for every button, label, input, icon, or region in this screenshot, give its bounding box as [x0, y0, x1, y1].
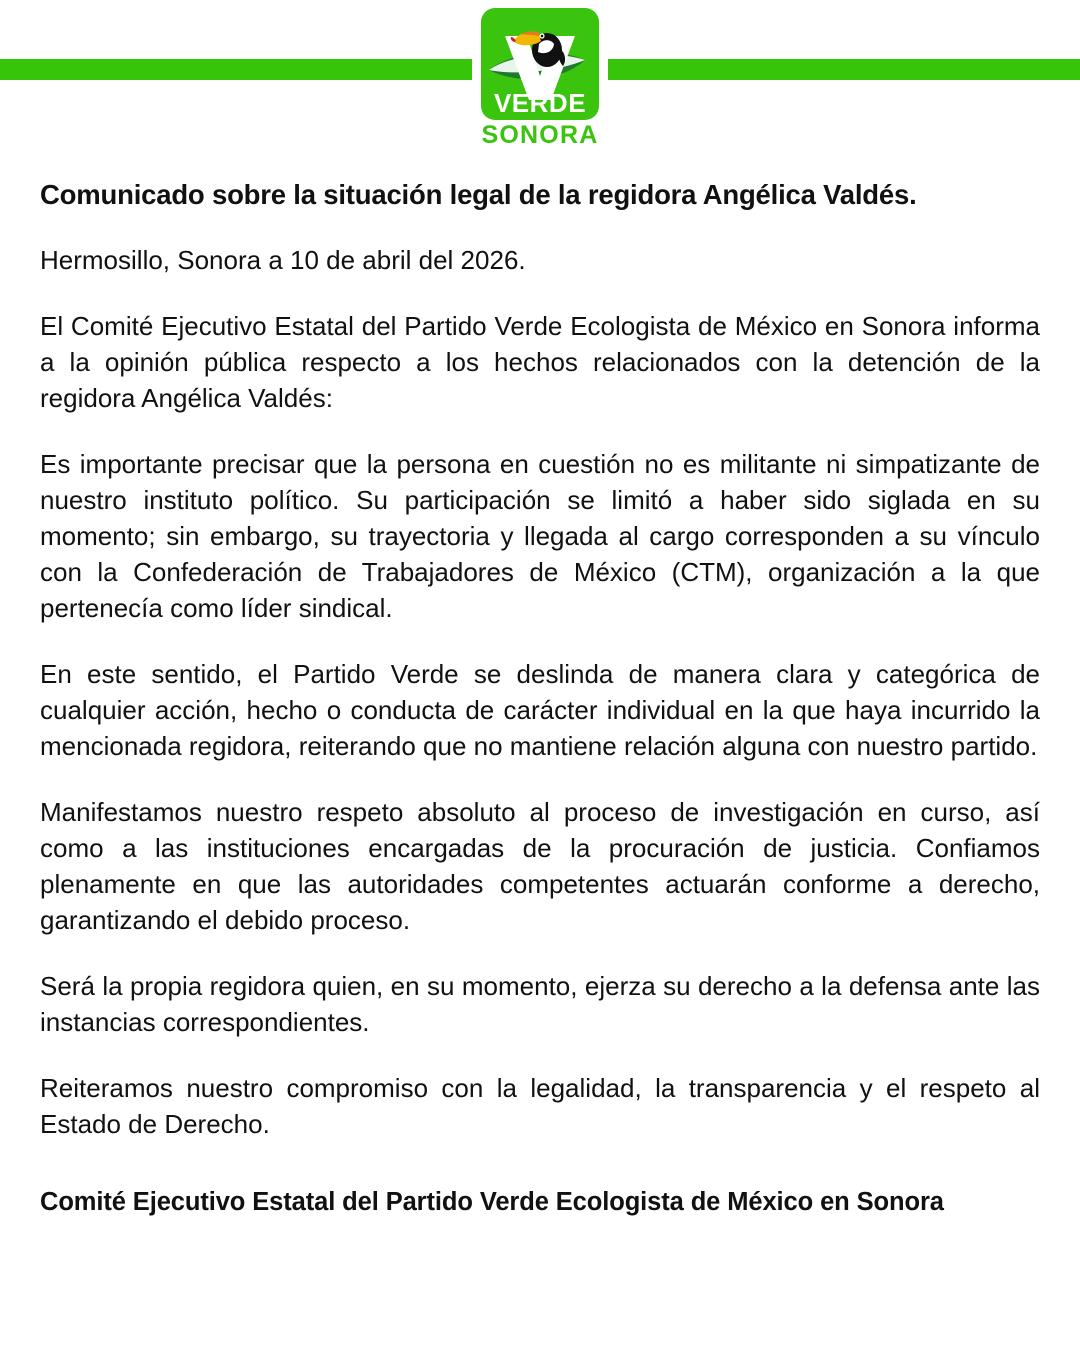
paragraph-1: El Comité Ejecutivo Estatal del Partido Verde Ecologista de México en Sonora informa a la opinión pública respecto a los hechos relacionados con la detención de la regidora Angélica Valdés: — [40, 311, 1040, 414]
logo-wordmark-verde: VERDE — [493, 88, 587, 118]
verde-sonora-logo — [480, 8, 600, 148]
paragraph-6: Reiteramos nuestro compromiso con la legalidad, la transparencia y el respeto al Estado de Derecho. — [40, 1073, 1040, 1140]
dateline: Hermosillo, Sonora a 10 de abril del 2026. — [40, 245, 526, 276]
signature-line: Comité Ejecutivo Estatal del Partido Verde Ecologista de México en Sonora — [40, 1188, 944, 1217]
document-header — [0, 0, 1080, 152]
logo-wordmark-sonora: SONORA — [481, 121, 599, 149]
header-rule-right — [608, 59, 1080, 80]
paragraph-2: Es importante precisar que la persona en cuestión no es militante ni simpatizante de nuestro instituto político. Su participación se limitó a haber sido siglada en su momento; sin embargo, su trayectoria y llegada al cargo corresponden a su vínculo con la Confederación de Trabajadores de México (CTM), organización a la que pertenecía como líder sindical. — [40, 449, 1040, 624]
paragraph-4: Manifestamos nuestro respeto absoluto al proceso de investigación en curso, así como a las instituciones encargadas de la procuración de justicia. Confiamos plenamente en que las autoridades competentes actuarán conforme a derecho, garantizando el debido proceso. — [40, 797, 1040, 936]
header-rule-left — [0, 59, 472, 80]
logo-artwork — [481, 8, 599, 120]
document-body — [0, 178, 1080, 1219]
logo-green-box — [481, 8, 599, 120]
paragraph-5: Será la propia regidora quien, en su momento, ejerza su derecho a la defensa ante las instancias correspondientes. — [40, 971, 1040, 1038]
paragraph-3: En este sentido, el Partido Verde se deslinda de manera clara y categórica de cualquier acción, hecho o conducta de carácter individual en la que haya incurrido la mencionada regidora, reiterando que no mantiene relación alguna con nuestro partido. — [40, 659, 1040, 762]
page-title: Comunicado sobre la situación legal de la regidora Angélica Valdés. — [40, 179, 917, 210]
